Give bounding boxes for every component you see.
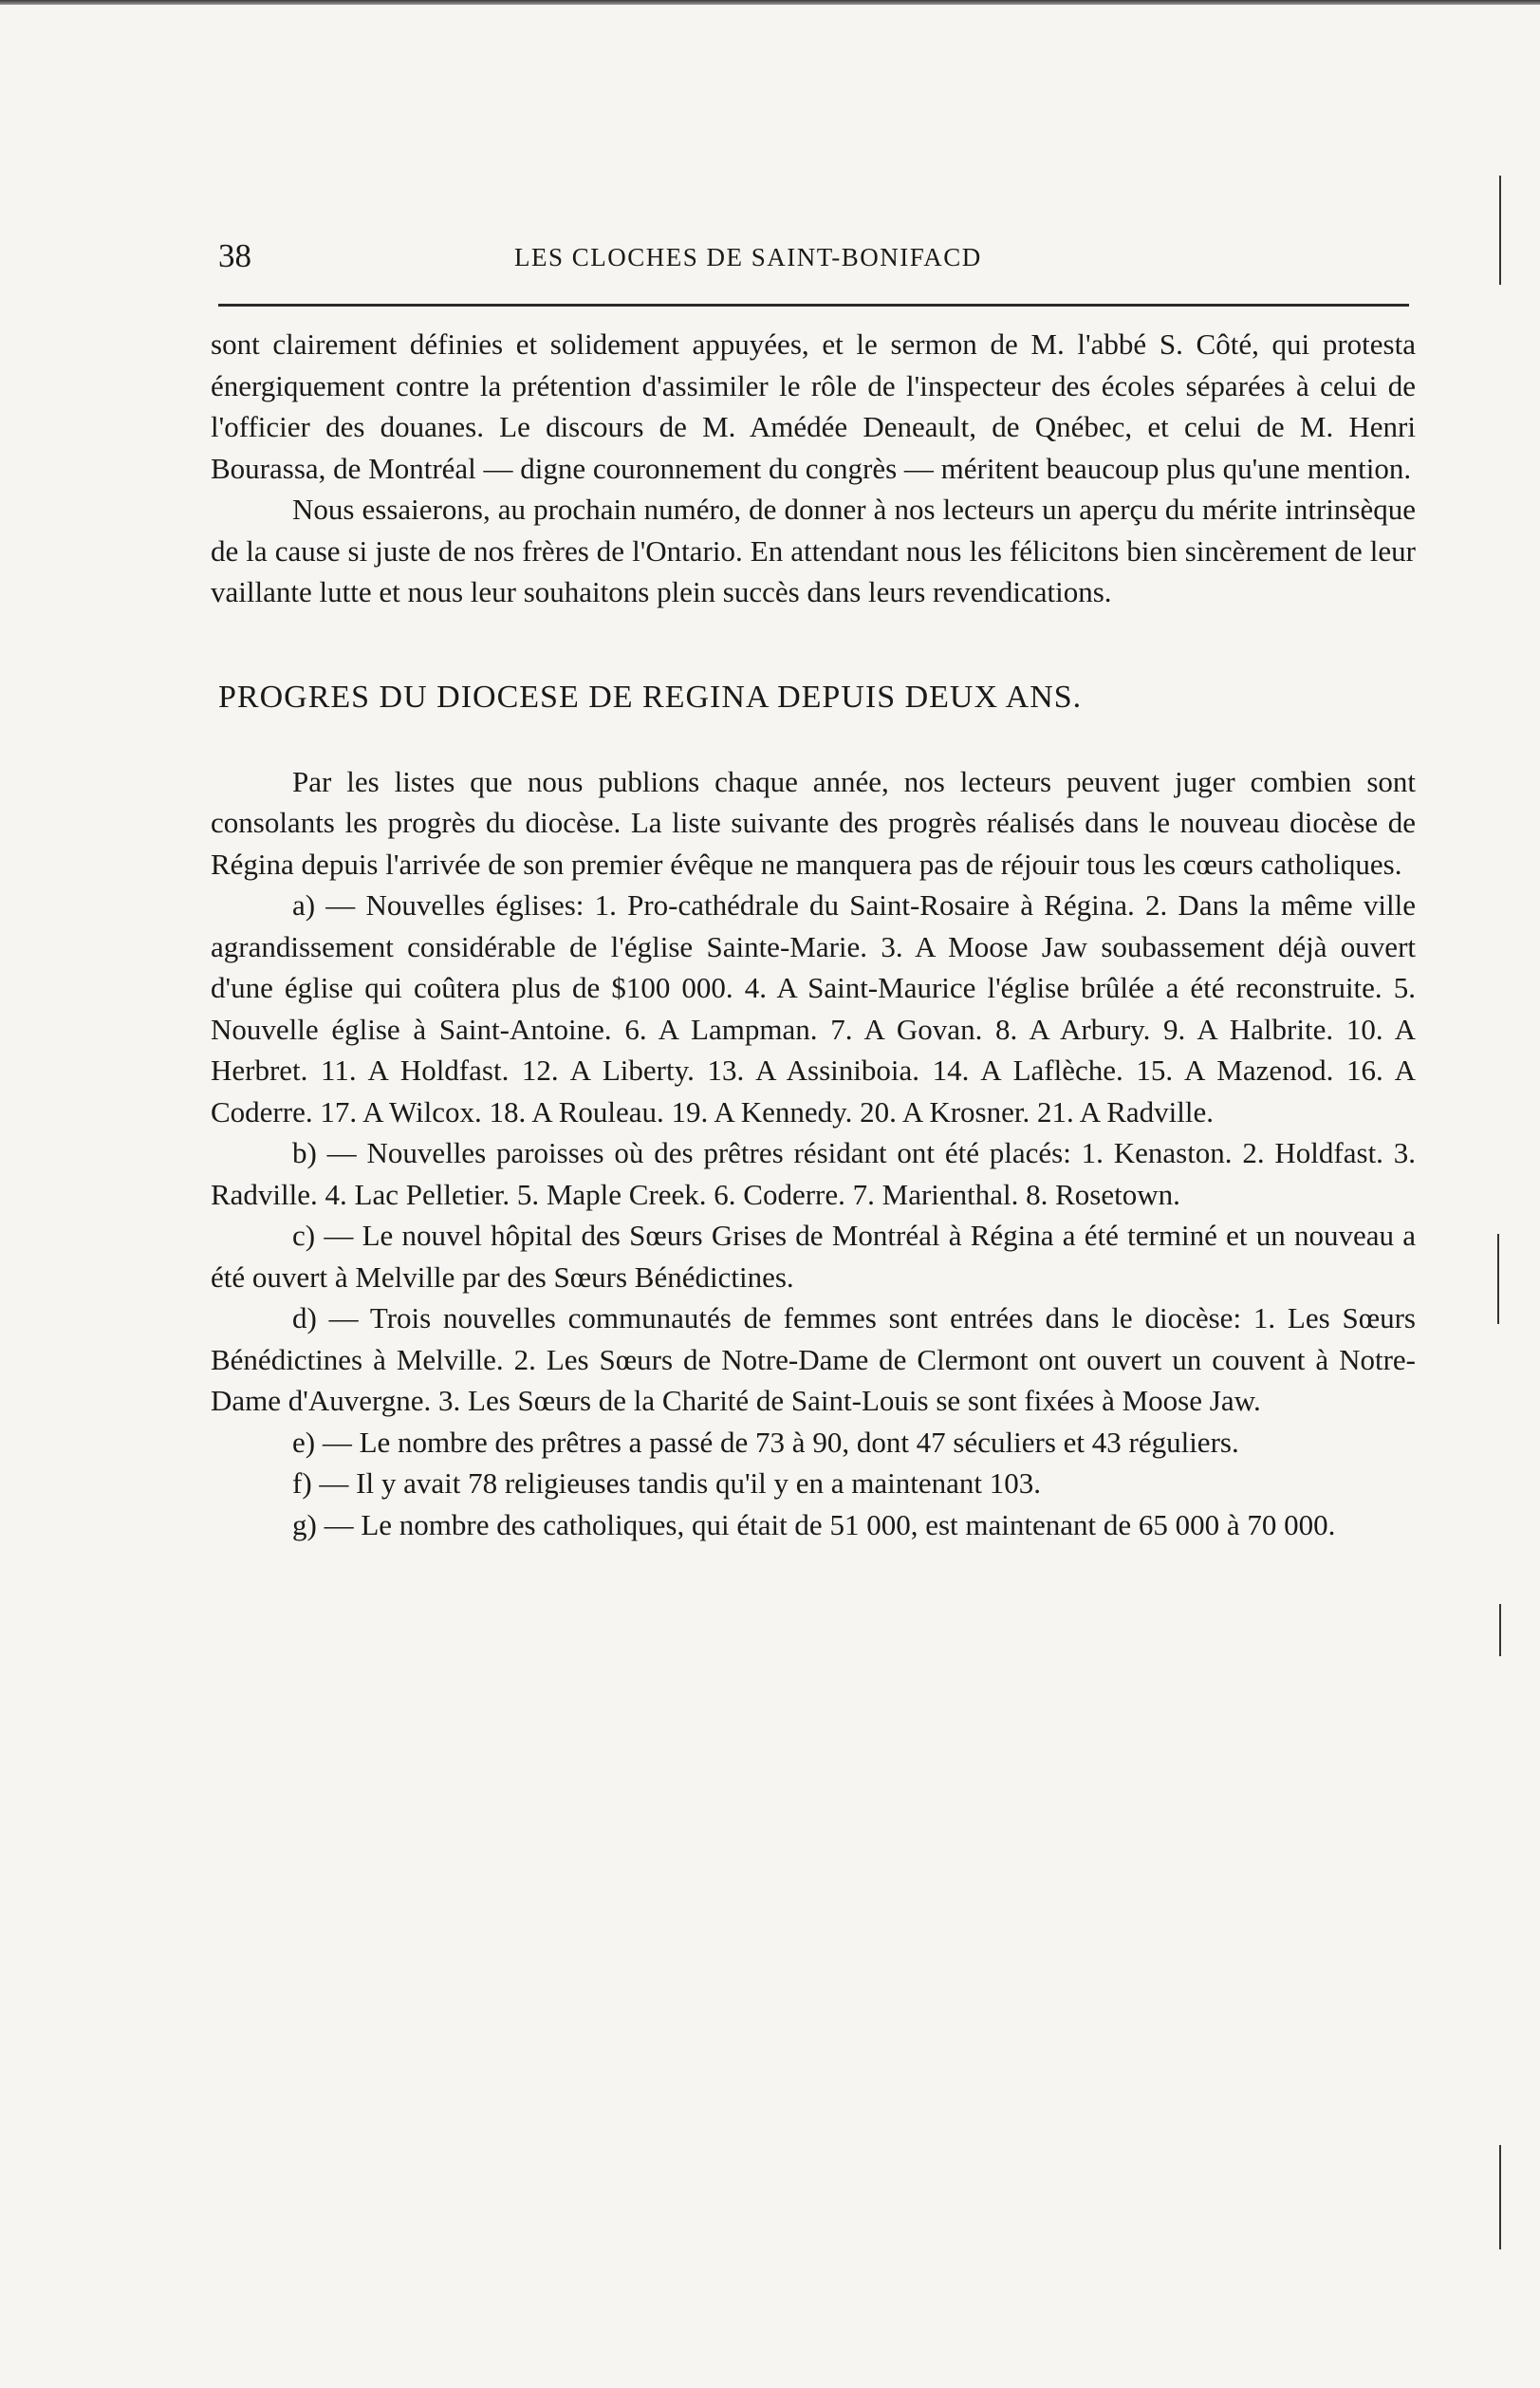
body-text-section: [211, 761, 1416, 1546]
list-item-f: f) — Il y avait 78 religieuses tandis qu'il y en a maintenant 103.: [292, 1466, 1042, 1500]
margin-mark: [1499, 176, 1501, 285]
paragraph: Par les listes que nous publions chaque année, nos lecteurs peuvent juger combien sont consolants les progrès du diocèse. La liste suivante des progrès réalisés dans le nouveau diocèse de Régina depuis l'arrivée de son premier évêque ne manquera pas de réjouir tous les cœurs catholiques.: [211, 764, 1416, 881]
list-item-c: c) — Le nouvel hôpital des Sœurs Grises de Montréal à Régina a été terminé et un nouveau a été ouvert à Melville par des Sœurs Bénédictines.: [211, 1219, 1416, 1294]
list-item-d: d) — Trois nouvelles communautés de femmes sont entrées dans le diocèse: 1. Les Sœurs Bénédictines à Melville. 2. Les Sœurs de Notre-Dame de Clermont ont ouvert un couvent à Notre-Dame d'Auvergne. 3. Les Sœurs de la Charité de Saint-Louis se sont fixées à Moose Jaw.: [211, 1301, 1416, 1417]
paragraph: sont clairement définies et solidement appuyées, et le sermon de M. l'abbé S. Côté, qui protesta énergiquement contre la prétention d'assimiler le rôle de l'inspecteur des écoles séparées à celui de l'officier des douanes. Le discours de M. Amédée Deneault, de Qnébec, et celui de M. Henri Bourassa, de Montréal — digne couronnement du congrès — méritent beaucoup plus qu'une mention.: [211, 327, 1416, 485]
running-title: LES CLOCHES DE SAINT-BONIFACD: [514, 243, 982, 271]
header-rule: [218, 304, 1409, 307]
running-head: [211, 237, 1416, 294]
margin-mark: [1499, 2145, 1501, 2249]
list-item-b: b) — Nouvelles paroisses où des prêtres résidant ont été placés: 1. Kenaston. 2. Holdfast. 3. Radville. 4. Lac Pelletier. 5. Maple Creek. 6. Coderre. 7. Marienthal. 8. Rosetown.: [211, 1136, 1416, 1211]
page-top-edge: [0, 0, 1540, 5]
list-item-a: a) — Nouvelles églises: 1. Pro-cathédrale du Saint-Rosaire à Régina. 2. Dans la même ville agrandissement considérable de l'église Sainte-Marie. 3. A Moose Jaw soubassement déjà ouvert d'une église qui coûtera plus de $100 000. 4. A Saint-Maurice l'église brûlée a été reconstruite. 5. Nouvelle église à Saint-Antoine. 6. A Lampman. 7. A Govan. 8. A Arbury. 9. A Halbrite. 10. A Herbret. 11. A Holdfast. 12. A Liberty. 13. A Assiniboia. 14. A Laflèche. 15. A Mazenod. 16. A Coderre. 17. A Wilcox. 18. A Rouleau. 19. A Kennedy. 20. A Krosner. 21. A Radville.: [211, 888, 1416, 1129]
section-title: PROGRES DU DIOCESE DE REGINA DEPUIS DEUX ANS.: [218, 679, 1083, 715]
page-number: 38: [218, 237, 251, 274]
margin-mark: [1499, 1604, 1501, 1656]
book-page: [211, 237, 1416, 1545]
list-item-e: e) — Le nombre des prêtres a passé de 73 à 90, dont 47 séculiers et 43 réguliers.: [292, 1425, 1239, 1459]
list-item-g: g) — Le nombre des catholiques, qui était de 51 000, est maintenant de 65 000 à 70 000.: [292, 1507, 1336, 1541]
margin-mark: [1497, 1234, 1499, 1324]
paragraph: Nous essaierons, au prochain numéro, de donner à nos lecteurs un aperçu du mérite intrinsèque de la cause si juste de nos frères de l'Ontario. En attendant nous les félicitons bien sincèrement de leur vaillante lutte et nous leur souhaitons plein succès dans leurs revendications.: [211, 493, 1416, 608]
body-text-top: [211, 324, 1416, 613]
